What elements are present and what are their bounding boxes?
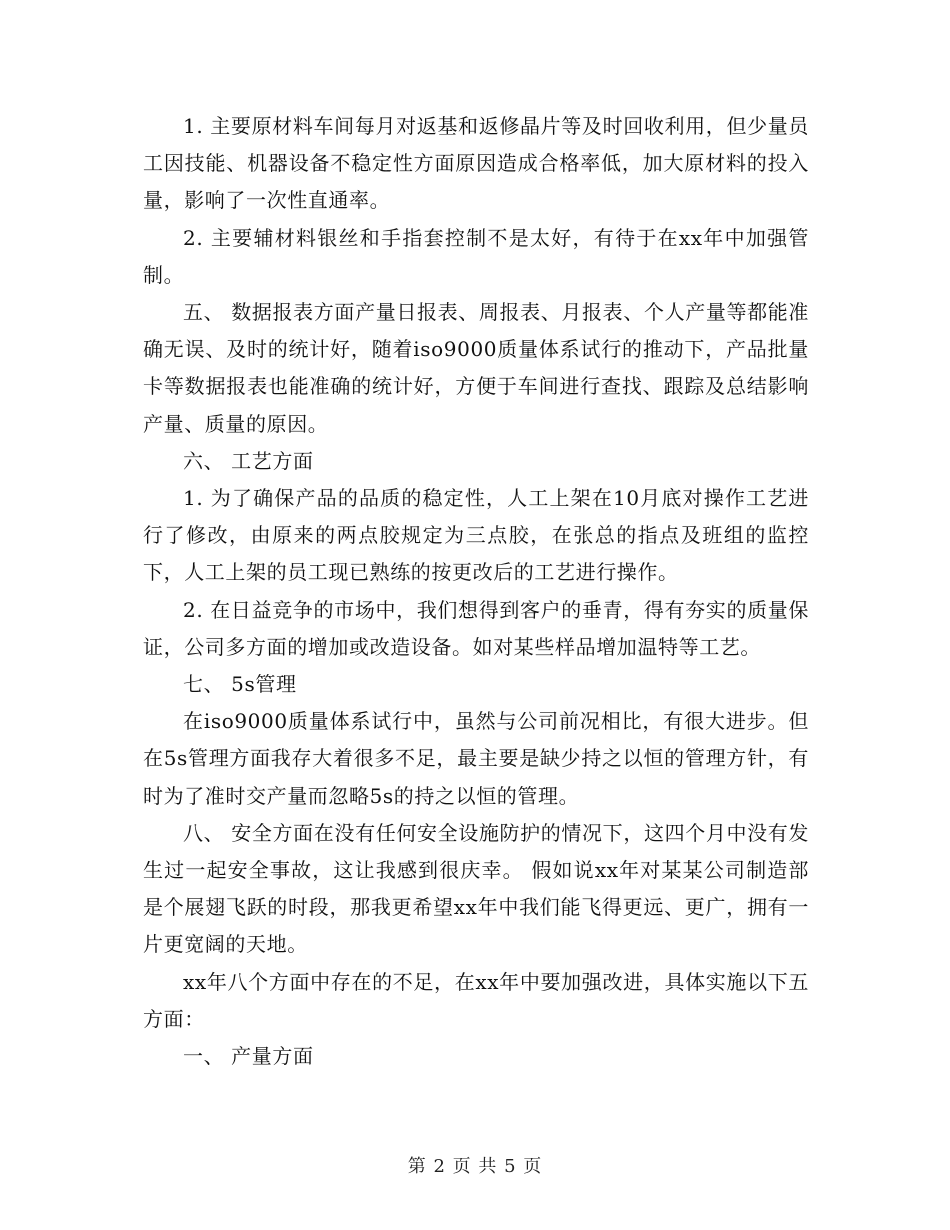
- heading-5s-management: 七、 5s管理: [183, 672, 297, 697]
- heading-production: 一、 产量方面: [183, 1044, 314, 1069]
- heading-process: 六、 工艺方面: [183, 448, 314, 473]
- paragraph-material-recycling: 1. 主要原材料车间每月对返基和返修晶片等及时回收利用，但少量员工因技能、机器设备不稳定性方面原因造成合格率低，加大原材料的投入量，影响了一次性直通率。: [143, 114, 809, 213]
- paragraph-market-competition: 2. 在日益竞争的市场中，我们想得到客户的垂青，得有夯实的质量保证，公司多方面的增加或改造设备。如对某些样品增加温特等工艺。: [143, 597, 809, 659]
- paragraph-safety: 八、 安全方面在没有任何安全设施防护的情况下，这四个月中没有发生过一起安全事故，这让我感到很庆幸。 假如说xx年对某某公司制造部是个展翅飞跃的时段，那我更希望xx年中我们能飞得更远、更广，拥有一片更宽阔的天地。: [143, 820, 809, 957]
- paragraph-process-change: 1. 为了确保产品的品质的稳定性，人工上架在10月底对操作工艺进行了修改，由原来的两点胶规定为三点胶，在张总的指点及班组的监控下，人工上架的员工现已熟练的按更改后的工艺进行操作。: [143, 486, 809, 585]
- document-body: [143, 108, 809, 1075]
- paragraph-data-reports: 五、 数据报表方面产量日报表、周报表、月报表、个人产量等都能准确无误、及时的统计好，随着iso9000质量体系试行的推动下，产品批量卡等数据报表也能准确的统计好，方便于车间进行查找、跟踪及总结影响产量、质量的原因。: [143, 300, 809, 436]
- paragraph-improvement-plan: xx年八个方面中存在的不足，在xx年中要加强改进，具体实施以下五方面：: [143, 969, 809, 1031]
- paragraph-5s-management: 在iso9000质量体系试行中，虽然与公司前况相比，有很大进步。但在5s管理方面我存大着很多不足，最主要是缺少持之以恒的管理方针，有时为了准时交产量而忽略5s的持之以恒的管理。: [143, 709, 809, 808]
- paragraph-auxiliary-materials: 2. 主要辅材料银丝和手指套控制不是太好，有待于在xx年中加强管制。: [143, 225, 809, 287]
- page-number-footer: 第 2 页 共 5 页: [407, 1156, 543, 1177]
